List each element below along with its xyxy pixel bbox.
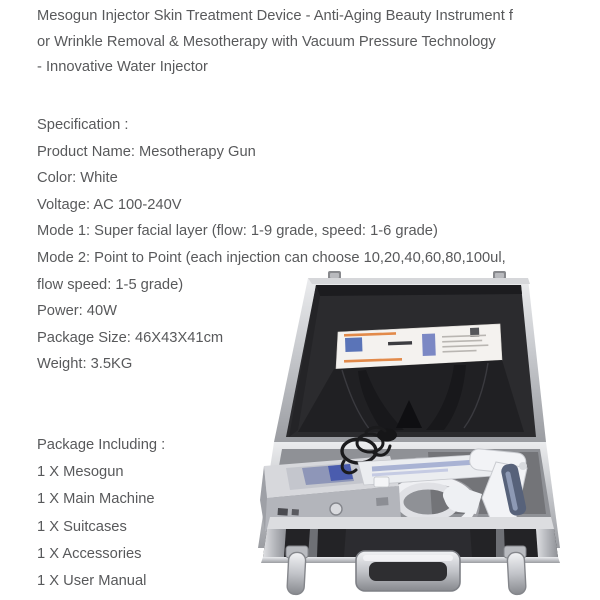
spec-package-size: Package Size: 46X43X41cm [37, 329, 224, 346]
title-line: or Wrinkle Removal & Mesotherapy with Vacuum Pressure Technology [37, 33, 496, 50]
label-stamp-mark [422, 334, 436, 356]
corner-guard-left [263, 529, 286, 557]
package-item-mesogun: 1 X Mesogun [37, 464, 124, 481]
product-title [37, 4, 513, 81]
case-handle [356, 551, 460, 591]
product-photo [246, 270, 566, 600]
title-line: Mesogun Injector Skin Treatment Device - Anti-Aging Beauty Instrument f [37, 8, 513, 24]
specification-heading: Specification : [37, 117, 129, 133]
title-line: - Innovative Water Injector [37, 59, 208, 75]
power-plug [377, 429, 397, 442]
spec-mode-2-cont: flow speed: 1-5 grade) [37, 276, 184, 293]
latch-right [504, 546, 526, 595]
spec-power: Power: 40W [37, 303, 117, 320]
package-item-main-machine: 1 X Main Machine [37, 491, 155, 508]
spec-color: Color: White [37, 170, 118, 187]
package-item-suitcases: 1 X Suitcases [37, 518, 127, 535]
package-item-user-manual: 1 X User Manual [37, 573, 147, 590]
spec-mode-2: Mode 2: Point to Point (each injection can choose 10,20,40,60,80,100ul, [37, 249, 506, 266]
label-logo-mark [345, 337, 362, 352]
latch-left [286, 546, 308, 595]
spec-voltage: Voltage: AC 100-240V [37, 196, 182, 213]
machine-knob [330, 503, 342, 515]
spec-product-name: Product Name: Mesotherapy Gun [37, 143, 256, 160]
package-item-accessories: 1 X Accessories [37, 545, 142, 562]
spec-mode-1: Mode 1: Super facial layer (flow: 1-9 grade, speed: 1-6 grade) [37, 223, 438, 240]
spec-weight: Weight: 3.5KG [37, 356, 133, 373]
package-including-section [37, 432, 165, 595]
package-heading: Package Including : [37, 437, 166, 453]
